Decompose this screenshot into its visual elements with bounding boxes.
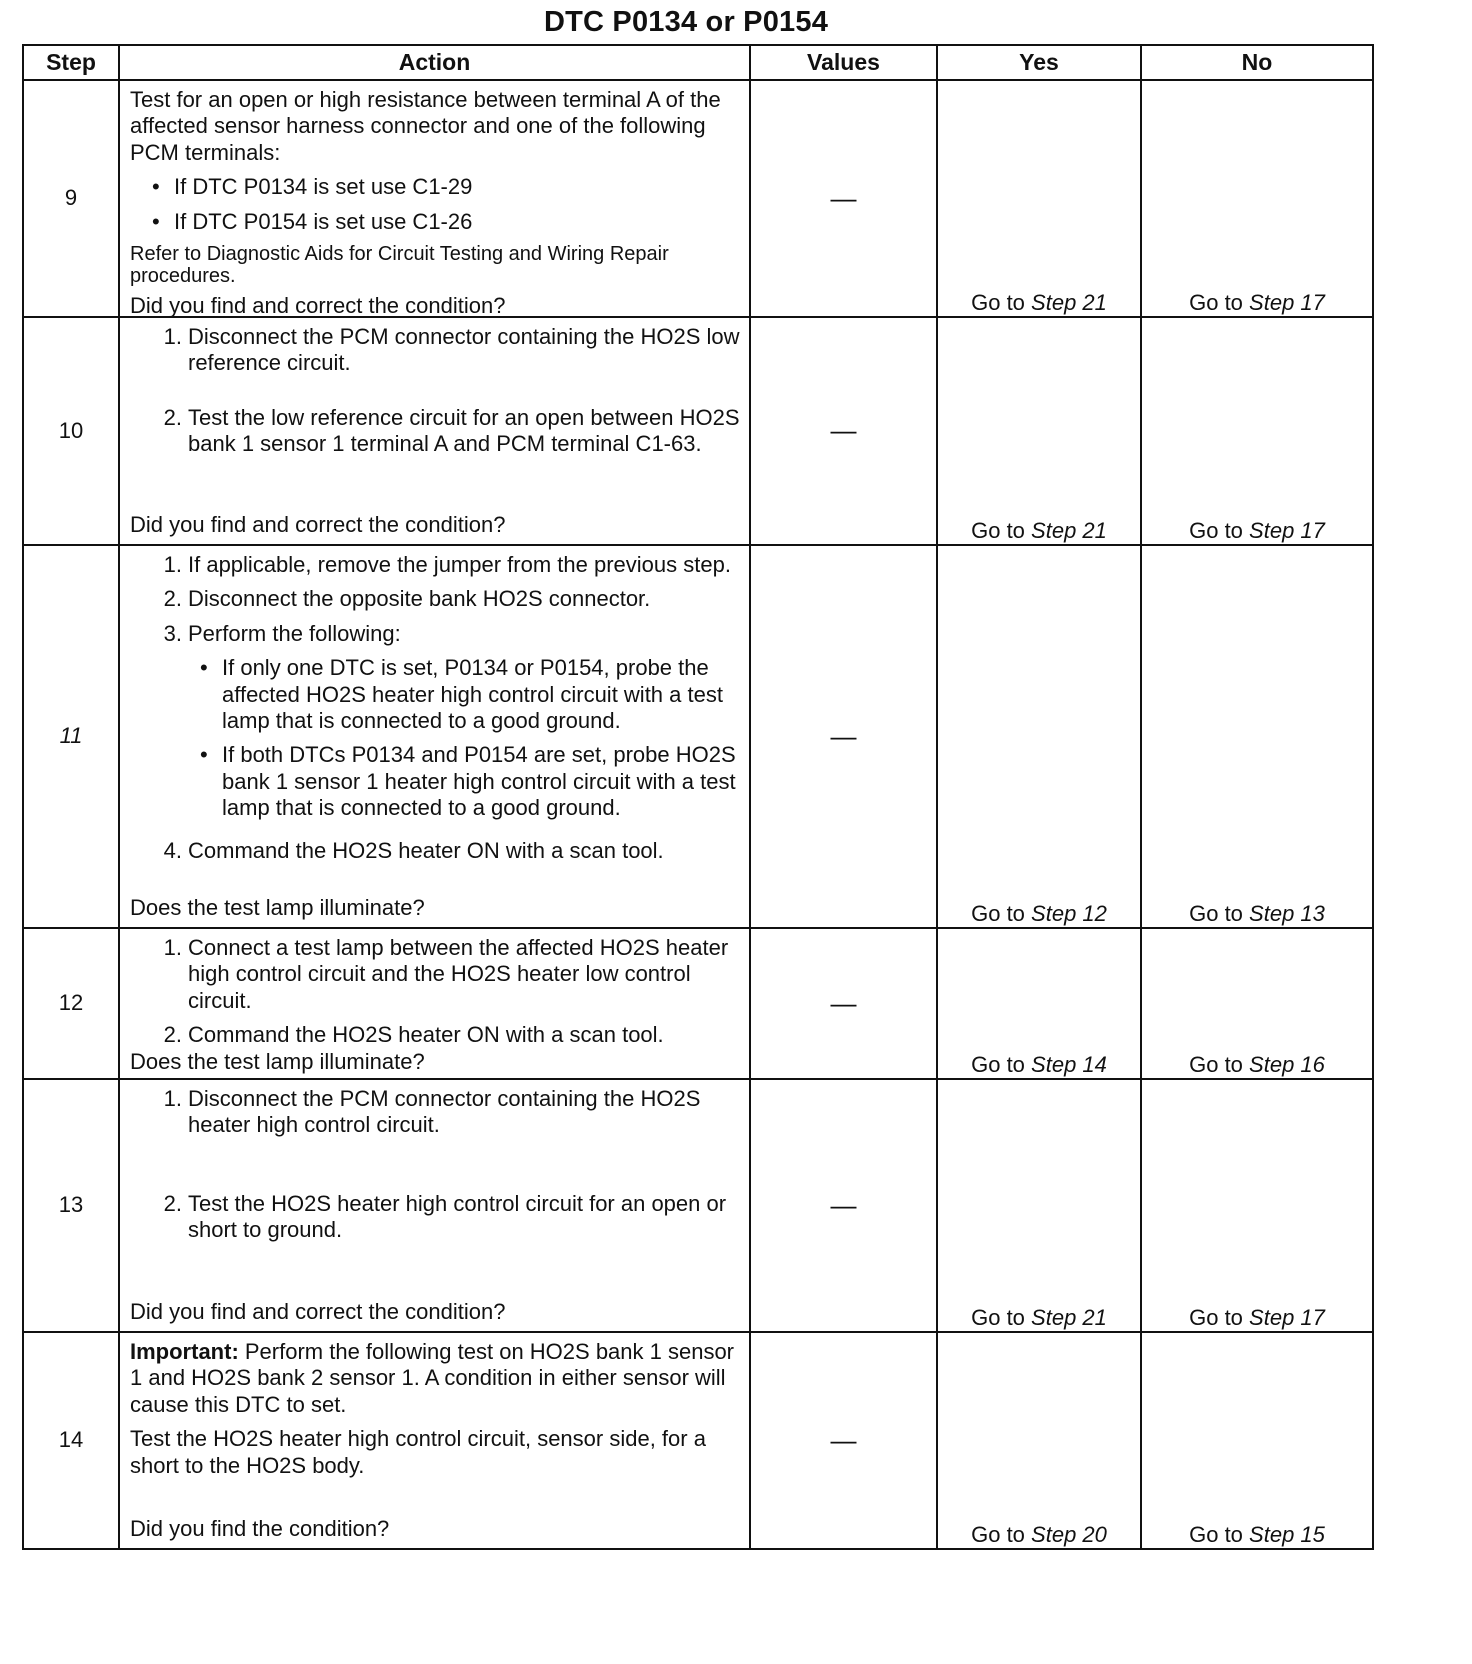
header-yes: Yes [937,45,1141,80]
list-item: 1. Disconnect the PCM connector containing the HO2S heater high control circuit. [163,1086,701,1138]
table-row-step-9 [23,80,1373,317]
step-number: 12 [23,928,119,1079]
header-no: No [1141,45,1373,80]
no-step-link: Step 17 [1249,289,1325,315]
values-cell: — [750,1332,937,1549]
action-text: Test the HO2S heater high control circuit, sensor side, for a short to the HO2S body. [130,1426,706,1478]
table-row-step-12 [23,928,1373,1079]
no-cell [1141,317,1373,545]
go-to-label: Go to [971,1051,1025,1077]
action-question: Does the test lamp illuminate? [130,894,425,920]
list-item: 1. Connect a test lamp between the affected HO2S heater high control circuit and the HO2S heater low control circuit. [163,935,729,1013]
list-item: • If both DTCs P0134 and P0154 are set, probe HO2S bank 1 sensor 1 heater high control circuit with a test lamp that is connected to a good ground. [188,742,741,821]
list-item: 1. If applicable, remove the jumper from the previous step. [163,552,731,577]
action-cell [119,317,750,545]
yes-step-link: Step 14 [1031,1051,1107,1077]
values-cell: — [750,317,937,545]
list-item: 1. Disconnect the PCM connector containing the HO2S low reference circuit. [163,324,740,376]
action-intro: Test for an open or high resistance between terminal A of the affected sensor harness connector and one of the following PCM terminals: [130,87,721,165]
action-cell [119,545,750,928]
list-item: 2. Test the HO2S heater high control circuit for an open or short to ground. [163,1190,727,1243]
yes-step-link: Step 21 [1031,289,1107,315]
no-step-link: Step 13 [1249,900,1325,926]
go-to-label: Go to [1189,289,1243,315]
go-to-label: Go to [1189,1304,1243,1330]
go-to-label: Go to [971,517,1025,543]
step-number: 11 [23,545,119,928]
yes-cell [937,80,1141,317]
yes-step-link: Step 12 [1031,900,1107,926]
header-action: Action [119,45,750,80]
important-note [130,1339,741,1418]
action-cell [119,928,750,1079]
no-cell [1141,1079,1373,1332]
no-step-link: Step 16 [1249,1051,1325,1077]
list-item: 3. Perform the following: • If only one DTC is set, P0134 or P0154, probe the affected HO2S heater high control circuit with a test lamp that is connected to a good ground. • If both DTCs P0134 and P0154 are set, probe HO2S bank 1 sensor 1 heater high control circuit with a test lamp that is connected to a good ground. [130,621,741,830]
sub-bullet-list [188,655,741,821]
action-cell [119,1332,750,1549]
header-values: Values [750,45,937,80]
go-to-label: Go to [971,1521,1025,1547]
values-cell: — [750,80,937,317]
numbered-list [130,552,741,864]
yes-cell [937,545,1141,928]
page-title: DTC P0134 or P0154 [543,6,829,38]
list-item: 2. Disconnect the opposite bank HO2S connector. [163,586,651,612]
action-question: Did you find the condition? [130,1515,390,1541]
list-item: • If only one DTC is set, P0134 or P0154, probe the affected HO2S heater high control circuit with a test lamp that is connected to a good ground. [188,655,741,734]
go-to-label: Go to [971,900,1025,926]
action-note: Refer to Diagnostic Aids for Circuit Testing and Wiring Repair procedures. [130,242,669,287]
go-to-label: Go to [1189,1521,1243,1547]
yes-cell [937,1079,1141,1332]
action-cell [119,1079,750,1332]
action-question: Did you find and correct the condition? [130,1298,506,1324]
table-row-step-14 [23,1332,1373,1549]
values-cell: — [750,928,937,1079]
step-number: 9 [23,80,119,317]
go-to-label: Go to [1189,1051,1243,1077]
list-item: • If DTC P0154 is set use C1-26 [130,209,741,235]
dtc-table [22,44,1374,1550]
yes-cell [937,1332,1141,1549]
bullet-list [130,174,741,235]
yes-step-link: Step 21 [1031,517,1107,543]
list-item: • If DTC P0134 is set use C1-29 [130,174,741,200]
go-to-label: Go to [971,1304,1025,1330]
important-text: Perform the following test on HO2S bank 1 sensor 1 and HO2S bank 2 sensor 1. A condition in either sensor will cause this DTC to set. [130,1339,735,1417]
go-to-label: Go to [1189,517,1243,543]
numbered-list [130,935,741,1049]
action-question: Did you find and correct the condition? [130,292,506,318]
action-question: Does the test lamp illuminate? [130,1048,425,1074]
go-to-label: Go to [971,289,1025,315]
values-cell: — [750,1079,937,1332]
go-to-label: Go to [1189,900,1243,926]
header-row [23,45,1373,80]
yes-step-link: Step 21 [1031,1304,1107,1330]
table-row-step-13 [23,1079,1373,1332]
yes-cell [937,317,1141,545]
step-number: 10 [23,317,119,545]
list-item: 2. Test the low reference circuit for an open between HO2S bank 1 sensor 1 terminal A and PCM terminal C1-63. [163,404,740,457]
table-row-step-11 [23,545,1373,928]
header-step: Step [23,45,119,80]
list-item: 4. Command the HO2S heater ON with a scan tool. [163,837,664,863]
important-label: Important: [130,1339,239,1364]
no-cell [1141,1332,1373,1549]
values-cell: — [750,545,937,928]
yes-cell [937,928,1141,1079]
step-number: 13 [23,1079,119,1332]
numbered-list [130,324,741,466]
no-cell [1141,545,1373,928]
no-step-link: Step 15 [1249,1521,1325,1547]
action-cell [119,80,750,317]
list-item: 2. Command the HO2S heater ON with a scan tool. [163,1022,664,1048]
no-cell [1141,928,1373,1079]
action-question: Did you find and correct the condition? [130,511,506,537]
numbered-list [130,1086,741,1252]
no-step-link: Step 17 [1249,517,1325,543]
yes-step-link: Step 20 [1031,1521,1107,1547]
no-step-link: Step 17 [1249,1304,1325,1330]
no-cell [1141,80,1373,317]
table-row-step-10 [23,317,1373,545]
step-number: 14 [23,1332,119,1549]
